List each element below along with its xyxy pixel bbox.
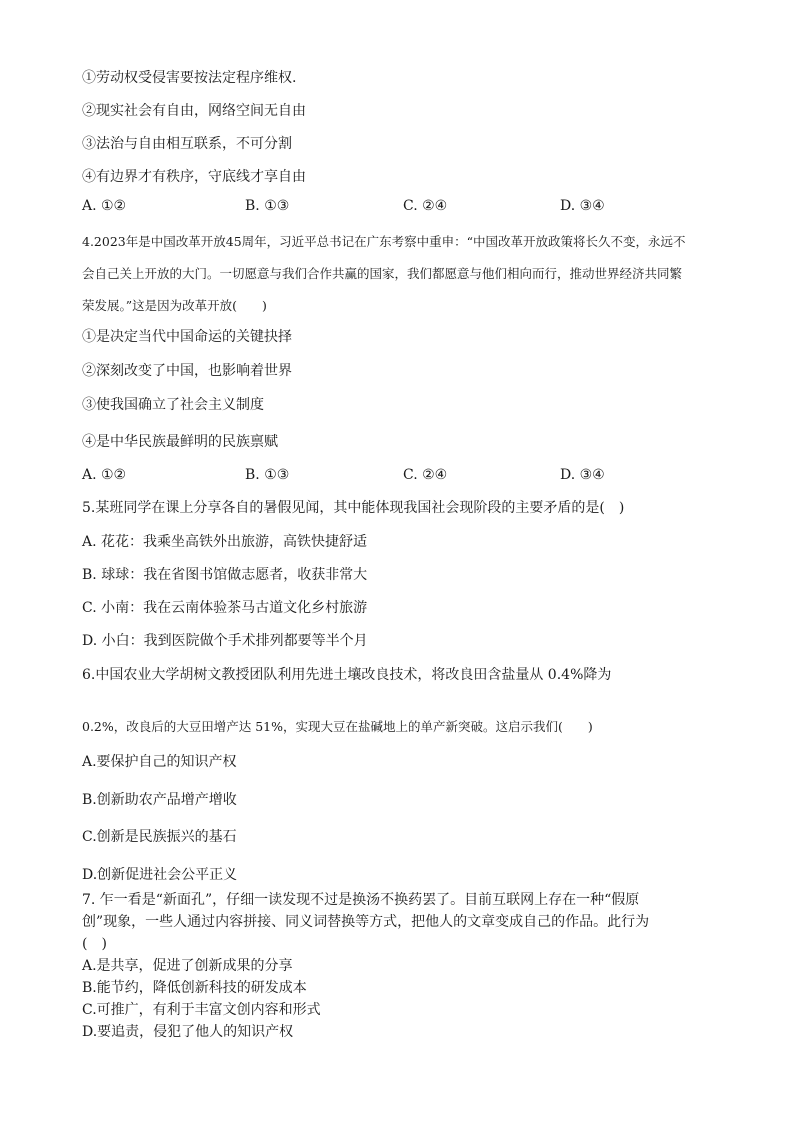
q4-item-4: ④是中华民族最鲜明的民族禀赋	[82, 434, 278, 450]
q6-option-c: C.创新是民族振兴的基石	[82, 829, 237, 845]
q3-item-2: ②现实社会有自由，网络空间无自由	[82, 103, 306, 119]
q3-option-b: B. ①③	[245, 198, 290, 214]
q6-stem-line-1: 6.中国农业大学胡树文教授团队利用先进土壤改良技术，将改良田含盐量从 0.4%降为	[82, 667, 612, 683]
q5-option-c: C. 小南：我在云南体验茶马古道文化乡村旅游	[82, 600, 368, 616]
q7-option-a: A.是共享，促进了创新成果的分享	[82, 958, 293, 974]
q3-option-a: A. ①②	[82, 198, 127, 214]
q4-stem-line-1: 4.2023年是中国改革开放45周年，习近平总书记在广东考察中重申：“中国改革开放政策将长久不变，永远不	[82, 234, 686, 249]
q6-option-d: D.创新促进社会公平正义	[82, 867, 238, 883]
q7-stem-line-1: 7. 乍一看是“新面孔”，仔细一读发现不过是换汤不换药罢了。目前互联网上存在一种“假原	[82, 892, 640, 908]
q5-option-a: A. 花花：我乘坐高铁外出旅游，高铁快捷舒适	[82, 534, 368, 550]
q5-option-d: D. 小白：我到医院做个手术排列都要等半个月	[82, 633, 368, 649]
q4-option-a: A. ①②	[82, 467, 127, 483]
q4-stem-line-3: 荣发展。”这是因为改革开放( )	[82, 298, 267, 313]
q3-option-c: C. ②④	[403, 198, 448, 214]
q4-stem-line-2: 会自己关上开放的大门。一切愿意与我们合作共赢的国家，我们都愿意与他们相向而行，推动世界经济共同繁	[82, 266, 683, 281]
q3-item-1: ①劳动权受侵害要按法定程序维权.	[82, 70, 297, 86]
q7-stem-line-2: 创”现象，一些人通过内容拼接、同义词替换等方式，把他人的文章变成自己的作品。此行为	[82, 914, 650, 930]
q4-item-2: ②深刻改变了中国，也影响着世界	[82, 363, 292, 379]
q3-item-4: ④有边界才有秩序，守底线才享自由	[82, 169, 306, 185]
q4-option-d: D. ③④	[560, 467, 605, 483]
q7-stem-line-3: ( )	[82, 936, 107, 952]
q3-item-3: ③法治与自由相互联系，不可分割	[82, 136, 292, 152]
q4-item-3: ③使我国确立了社会主义制度	[82, 397, 264, 413]
q5-stem: 5.某班同学在课上分享各自的暑假见闻，其中能体现我国社会现阶段的主要矛盾的是( )	[82, 500, 625, 516]
q3-option-d: D. ③④	[560, 198, 605, 214]
q5-option-b: B. 球球：我在省图书馆做志愿者，收获非常大	[82, 567, 368, 583]
q6-option-a: A.要保护自己的知识产权	[82, 754, 237, 770]
q7-option-d: D.要追责，侵犯了他人的知识产权	[82, 1024, 294, 1040]
q6-option-b: B.创新助农产品增产增收	[82, 792, 237, 808]
q4-option-b: B. ①③	[245, 467, 290, 483]
q4-item-1: ①是决定当代中国命运的关键抉择	[82, 329, 292, 345]
q4-option-c: C. ②④	[403, 467, 448, 483]
q7-option-c: C.可推广，有利于丰富文创内容和形式	[82, 1002, 321, 1018]
q7-option-b: B.能节约，降低创新科技的研发成本	[82, 980, 307, 996]
q6-stem-line-2: 0.2%，改良后的大豆田增产达 51%，实现大豆在盐碱地上的单产新突破。这启示我们( )	[82, 719, 593, 734]
